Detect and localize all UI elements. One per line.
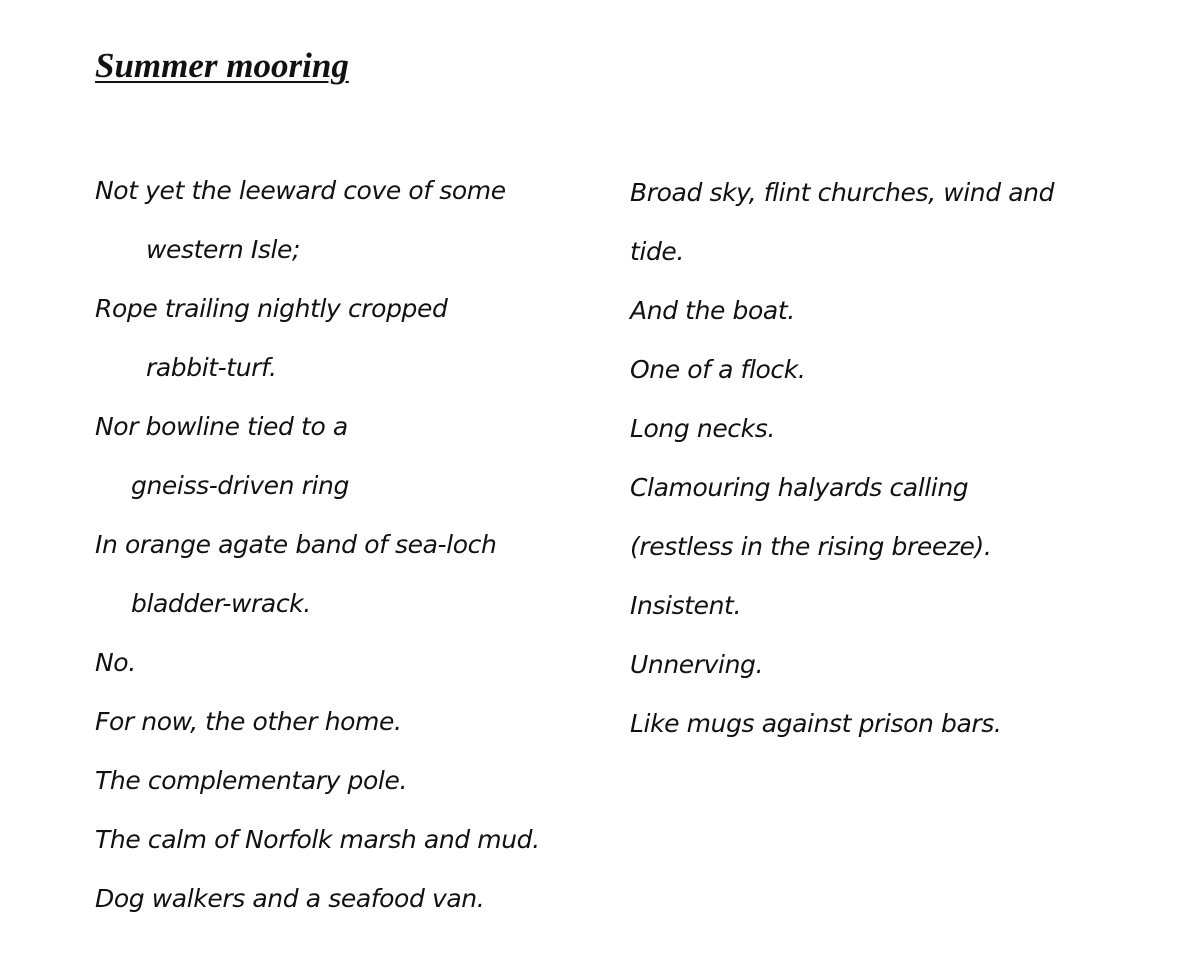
poem-column-left bbox=[95, 161, 615, 928]
poem-line: Dog walkers and a seafood van. bbox=[95, 884, 485, 913]
poem-line: bladder-wrack. bbox=[131, 589, 311, 618]
poem-line: rabbit-turf. bbox=[146, 353, 277, 382]
poem-line: Not yet the leeward cove of some bbox=[95, 176, 506, 205]
poem-line: (restless in the rising breeze). bbox=[630, 532, 992, 561]
poem-line: One of a flock. bbox=[630, 355, 806, 384]
poem-line: Rope trailing nightly cropped bbox=[95, 294, 448, 323]
poem-line: For now, the other home. bbox=[95, 707, 402, 736]
poem-line: In orange agate band of sea-loch bbox=[95, 530, 497, 559]
poem-line: And the boat. bbox=[630, 296, 795, 325]
poem-line: western Isle; bbox=[146, 235, 301, 264]
poem-line: The calm of Norfolk marsh and mud. bbox=[95, 825, 540, 854]
poem-line: Broad sky, flint churches, wind and bbox=[630, 178, 1055, 207]
poem-line: No. bbox=[95, 648, 136, 677]
poem-line: tide. bbox=[630, 237, 684, 266]
poem-line: Like mugs against prison bars. bbox=[630, 709, 1002, 738]
poem-line: gneiss-driven ring bbox=[131, 471, 349, 500]
poem-title: Summer mooring bbox=[95, 46, 349, 85]
poem-column-right bbox=[630, 163, 1170, 753]
poem-line: Long necks. bbox=[630, 414, 775, 443]
poem-line: Clamouring halyards calling bbox=[630, 473, 969, 502]
poem-line: Unnerving. bbox=[630, 650, 764, 679]
poem-line: Insistent. bbox=[630, 591, 741, 620]
poem-line: The complementary pole. bbox=[95, 766, 407, 795]
poem-line: Nor bowline tied to a bbox=[95, 412, 348, 441]
